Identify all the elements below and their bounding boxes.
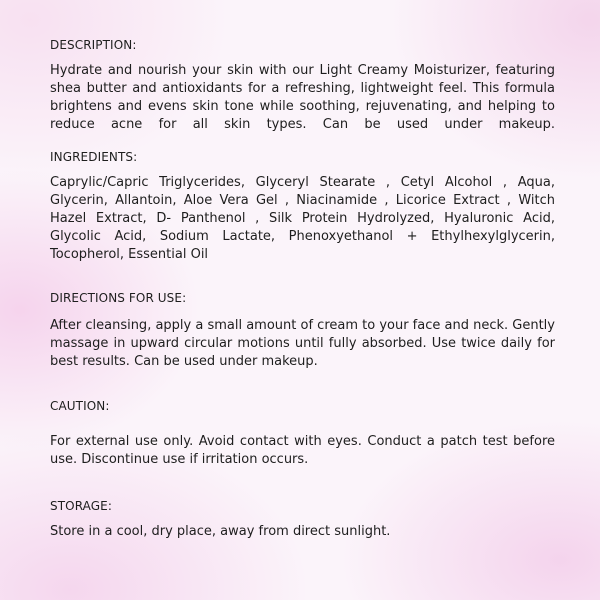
caution-section bbox=[50, 398, 555, 469]
directions-heading: DIRECTIONS FOR USE: bbox=[50, 291, 187, 305]
description-text: Hydrate and nourish your skin with our Light Creamy Moisturizer, featuring shea butter and antioxidants for a refreshing, lightweight feel. This formula brightens and evens skin tone while soothing, rejuvenating, and helping to reduce acne for all skin types. Can be used under makeup. bbox=[50, 63, 555, 132]
ingredients-section bbox=[50, 149, 555, 264]
directions-text: After cleansing, apply a small amount of cream to your face and neck. Gently massage in upward circular motions until fully absorbed. Use twice daily for best results. Can be used under makeup. bbox=[50, 318, 555, 369]
ingredients-text: Caprylic/Capric Triglycerides, Glyceryl Stearate , Cetyl Alcohol , Aqua, Glycerin, Allantoin, Aloe Vera Gel , Niacinamide , Licorice Extract , Witch Hazel Extract, D- Panthenol , Silk Protein Hydrolyzed, Hyaluronic Acid, Glycolic Acid, Sodium Lactate, Phenoxyethanol + Ethylhexylglycerin, Tocopherol, Essential Oil bbox=[50, 175, 555, 262]
caution-heading: CAUTION: bbox=[50, 399, 110, 413]
description-heading: DESCRIPTION: bbox=[50, 38, 137, 52]
caution-text: For external use only. Avoid contact with eyes. Conduct a patch test before use. Discontinue use if irritation occurs. bbox=[50, 434, 555, 467]
storage-heading: STORAGE: bbox=[50, 499, 112, 513]
description-section bbox=[50, 37, 555, 134]
ingredients-heading: INGREDIENTS: bbox=[50, 150, 138, 164]
storage-section bbox=[50, 498, 555, 541]
directions-section bbox=[50, 290, 555, 371]
storage-text: Store in a cool, dry place, away from direct sunlight. bbox=[50, 524, 391, 539]
